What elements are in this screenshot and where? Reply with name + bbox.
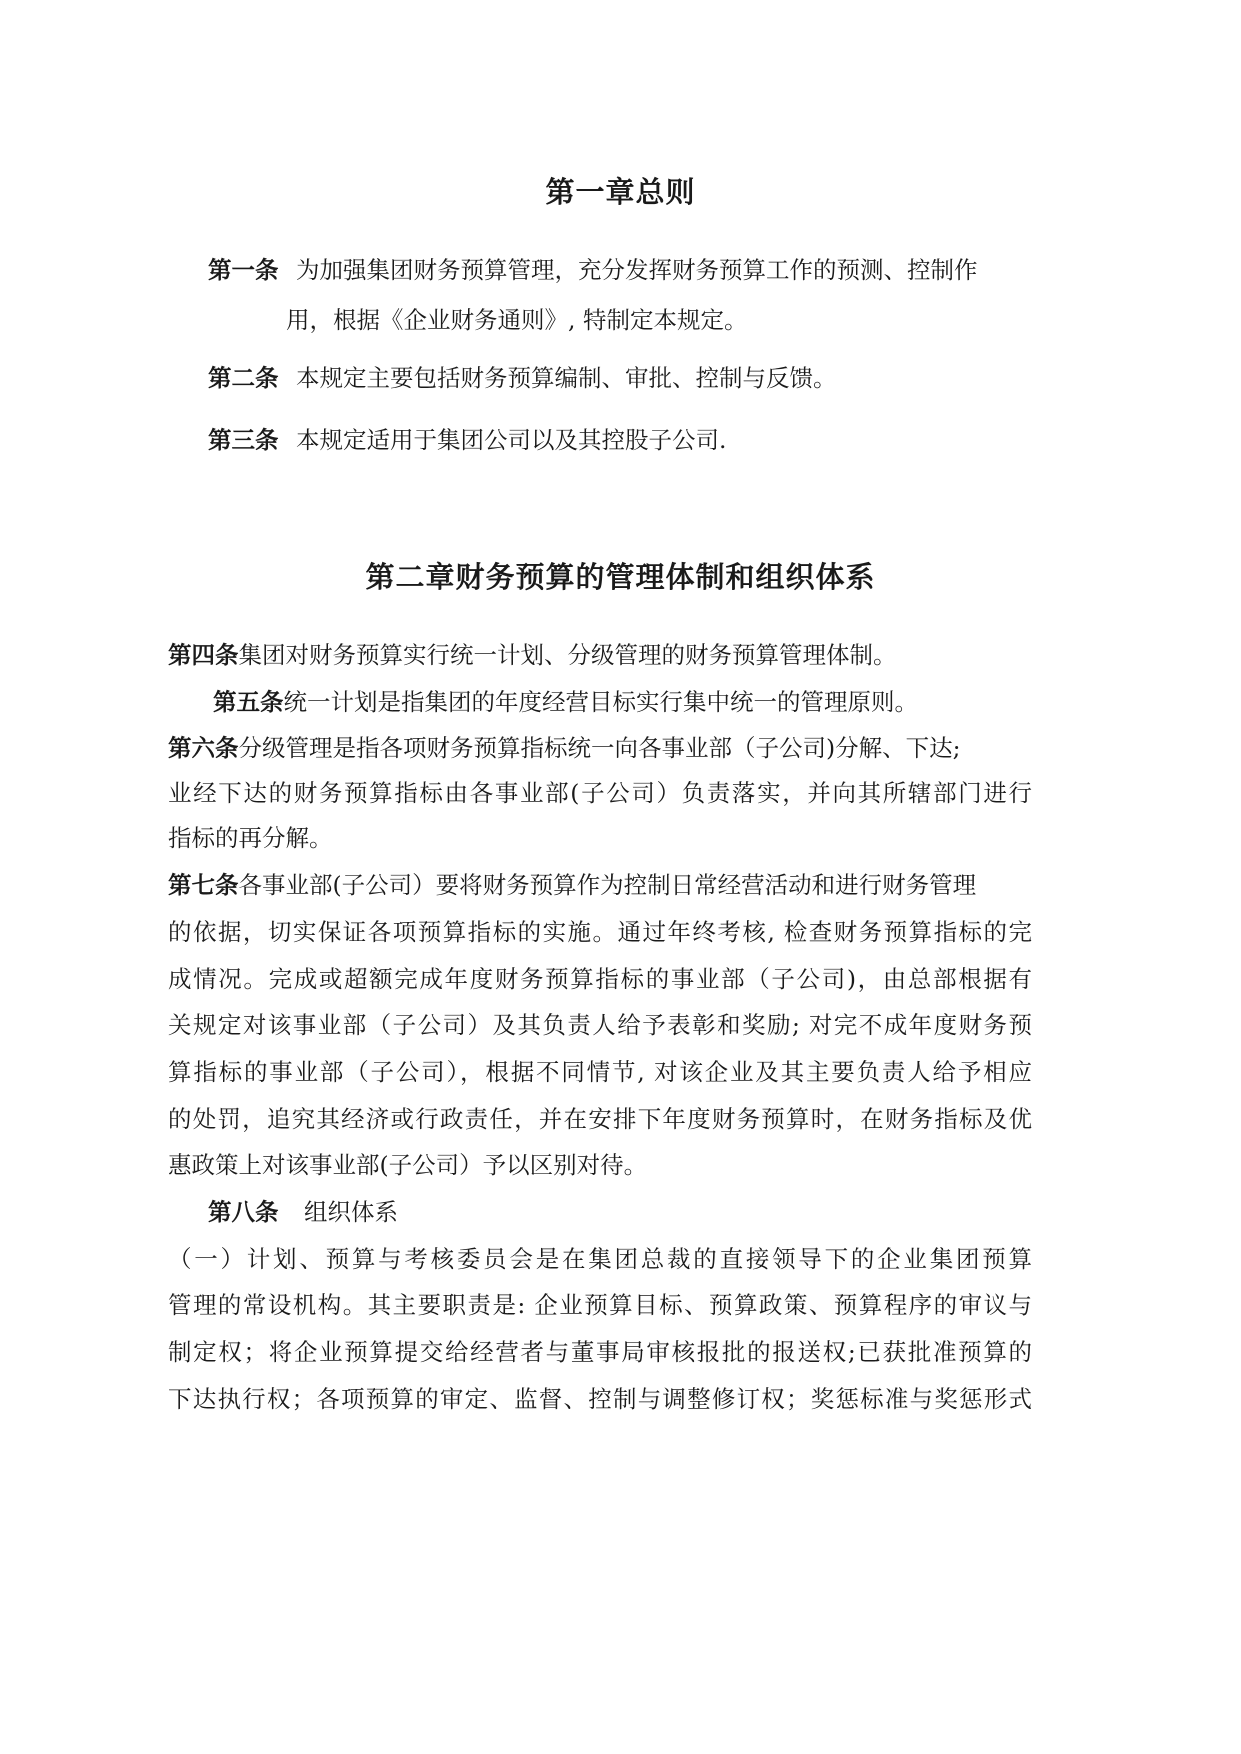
article-7 — [168, 870, 976, 900]
article-6-label: 第六条 — [168, 734, 239, 762]
article-1-label: 第一条 — [208, 256, 279, 284]
article-8-label: 第八条 — [208, 1198, 279, 1226]
article-4-text: 集团对财务预算实行统一计划、分级管理的财务预算管理体制。 — [238, 641, 897, 669]
article-7-line-3: 成情况。完成或超额完成年度财务预算指标的事业部（子公司)，由总部根据有 — [168, 965, 1032, 993]
article-7-line-7: 惠政策上对该事业部(子公司）予以区别对待。 — [168, 1151, 648, 1179]
article-1-text: 为加强集团财务预算管理，充分发挥财务预算工作的预测、控制作 — [295, 256, 978, 284]
article-5-label: 第五条 — [213, 688, 284, 716]
article-3-label: 第三条 — [208, 426, 279, 454]
article-1-line-2: 用，根据《企业财务通则》, 特制定本规定。 — [286, 306, 748, 334]
article-7-line-4: 关规定对该事业部（子公司）及其负责人给予表彰和奖励; 对完不成年度财务预 — [168, 1011, 1032, 1039]
article-8 — [208, 1197, 398, 1227]
article-4-label: 第四条 — [168, 641, 239, 669]
article-5 — [213, 687, 918, 717]
article-6-text: 分级管理是指各项财务预算指标统一向各事业部（子公司)分解、下达; — [238, 734, 961, 762]
article-6-line-3: 指标的再分解。 — [168, 824, 333, 852]
article-2 — [208, 363, 836, 393]
article-8-para-1-line-2: 管理的常设机构。其主要职责是: 企业预算目标、预算政策、预算程序的审议与 — [168, 1291, 1032, 1319]
article-7-line-6: 的处罚，追究其经济或行政责任，并在安排下年度财务预算时，在财务指标及优 — [168, 1105, 1032, 1133]
article-2-label: 第二条 — [208, 364, 279, 392]
article-7-line-5: 算指标的事业部（子公司），根据不同情节, 对该企业及其主要负责人给予相应 — [168, 1058, 1032, 1086]
article-2-text: 本规定主要包括财务预算编制、审批、控制与反馈。 — [295, 364, 837, 392]
article-5-text: 统一计划是指集团的年度经营目标实行集中统一的管理原则。 — [283, 688, 918, 716]
article-7-line-2: 的依据，切实保证各项预算指标的实施。通过年终考核, 检查财务预算指标的完 — [168, 918, 1032, 946]
article-7-text: 各事业部(子公司）要将财务预算作为控制日常经营活动和进行财务管理 — [238, 871, 977, 899]
article-6 — [168, 733, 961, 763]
chapter-2-title: 第二章财务预算的管理体制和组织体系 — [365, 560, 876, 594]
article-8-text: 组织体系 — [303, 1198, 398, 1226]
article-6-line-2: 业经下达的财务预算指标由各事业部(子公司）负责落实，并向其所辖部门进行 — [168, 779, 1032, 807]
article-1 — [208, 255, 977, 285]
chapter-1-title: 第一章总则 — [545, 175, 696, 209]
article-8-para-1-line-4: 下达执行权；各项预算的审定、监督、控制与调整修订权；奖惩标准与奖惩形式 — [168, 1385, 1032, 1413]
article-3 — [208, 425, 726, 455]
article-8-para-1-line-1: （一）计划、预算与考核委员会是在集团总裁的直接领导下的企业集团预算 — [168, 1245, 1032, 1273]
article-8-para-1-line-3: 制定权；将企业预算提交给经营者与董事局审核报批的报送权;已获批准预算的 — [168, 1338, 1032, 1366]
article-3-text: 本规定适用于集团公司以及其控股子公司. — [295, 426, 727, 454]
article-7-label: 第七条 — [168, 871, 239, 899]
article-4 — [168, 640, 897, 670]
